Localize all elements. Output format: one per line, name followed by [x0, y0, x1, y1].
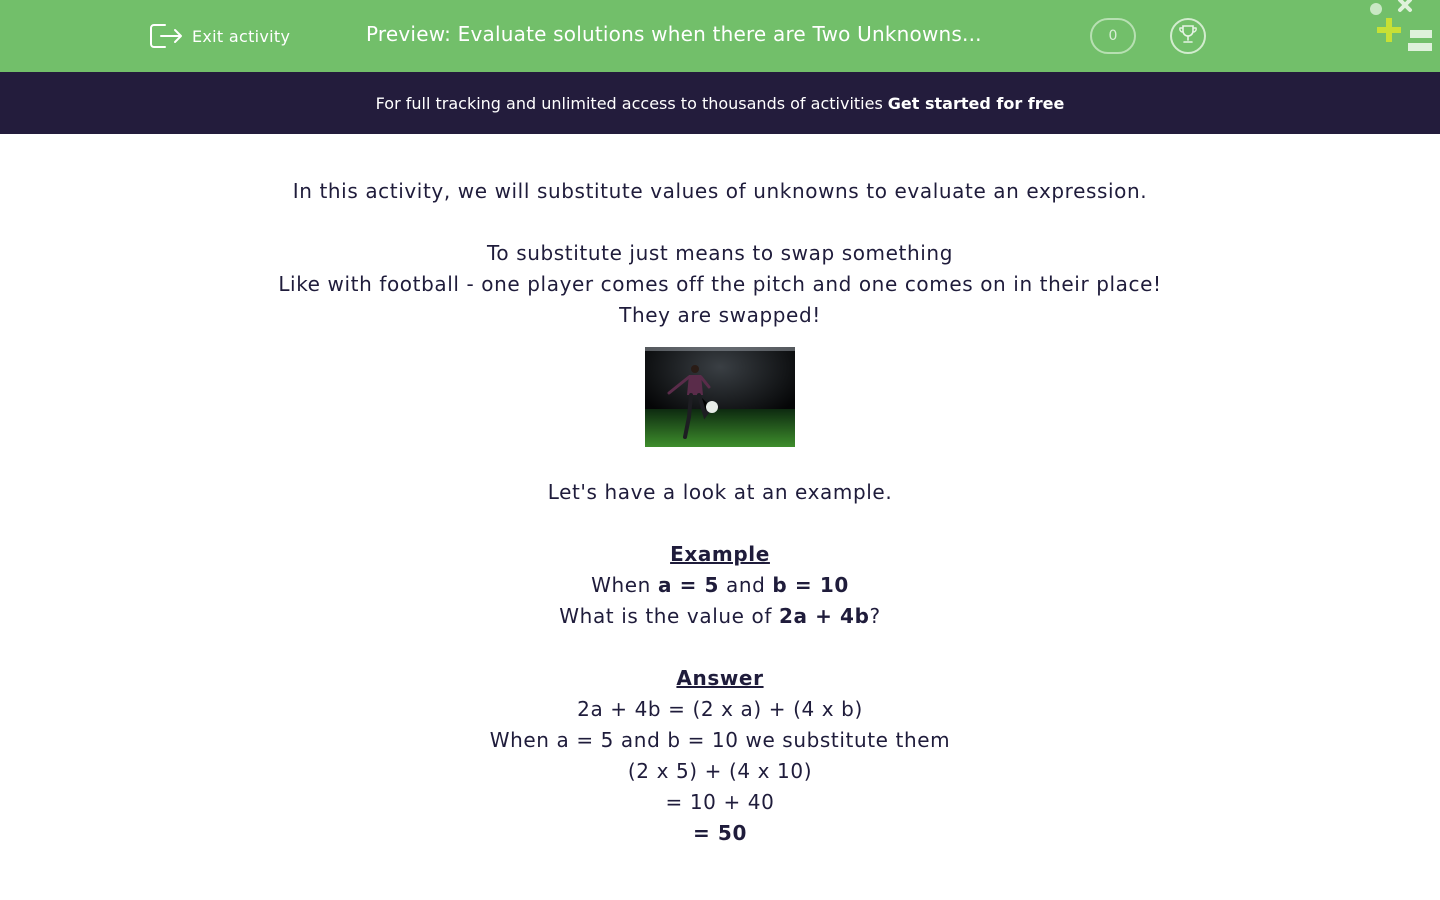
exit-activity-button[interactable] — [148, 20, 290, 52]
page-title: Preview: Evaluate solutions when there are Two Unknowns... — [366, 22, 982, 46]
answer-step-4: = 10 + 40 — [665, 790, 775, 814]
exit-door-icon — [148, 21, 184, 51]
trophy-icon — [1177, 23, 1199, 49]
answer-heading: Answer — [676, 666, 764, 690]
explanation-line-1: To substitute just means to swap something — [486, 241, 953, 265]
exit-activity-label: Exit activity — [192, 26, 291, 46]
top-bar — [0, 0, 1440, 72]
maths-symbols-logo-icon — [1366, 0, 1440, 56]
explanation-line-3: They are swapped! — [619, 303, 821, 327]
answer-result: = 50 — [693, 821, 747, 845]
get-started-link[interactable]: Get started for free — [887, 93, 1065, 113]
trophy-button[interactable] — [1170, 18, 1206, 54]
score-badge: 0 — [1090, 18, 1136, 54]
example-intro: Let's have a look at an example. — [547, 480, 893, 504]
example-heading: Example — [670, 542, 770, 566]
banner-text: For full tracking and unlimited access to thousands of activities — [375, 93, 883, 113]
signup-banner — [0, 72, 1440, 134]
football-player-image — [645, 347, 795, 447]
answer-step-3: (2 x 5) + (4 x 10) — [627, 759, 813, 783]
example-given-values: When a = 5 and b = 10 — [591, 573, 849, 597]
explanation-line-2: Like with football - one player comes off the pitch and one comes on in their place! — [278, 272, 1162, 296]
example-question: What is the value of 2a + 4b? — [559, 604, 881, 628]
answer-step-1: 2a + 4b = (2 x a) + (4 x b) — [577, 697, 863, 721]
answer-step-2: When a = 5 and b = 10 we substitute them — [489, 728, 951, 752]
intro-text: In this activity, we will substitute values of unknowns to evaluate an expression. — [292, 179, 1148, 203]
activity-content — [0, 176, 1440, 849]
